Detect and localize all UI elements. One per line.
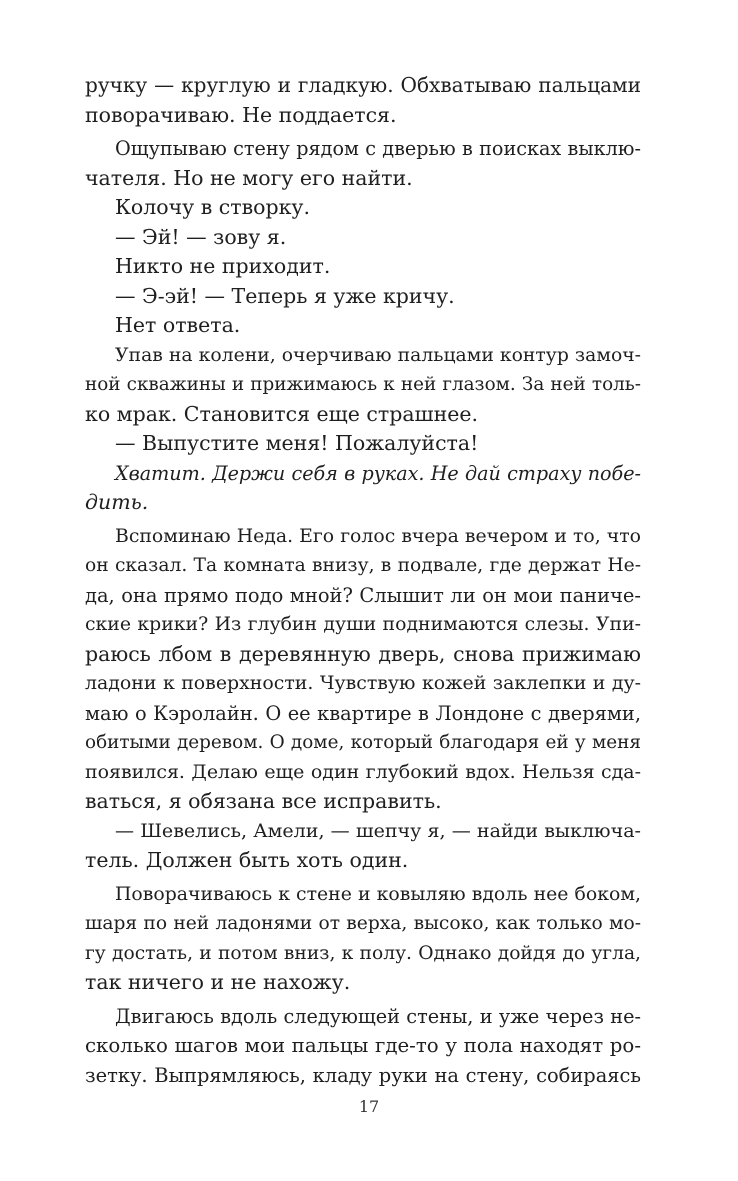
text-line: маю о Кэролайн. О ее квартире в Лондоне с дверями, (85, 701, 641, 725)
text-line: тель. Должен быть хоть один. (85, 848, 409, 872)
text-line: Никто не приходит. (115, 254, 331, 278)
text-line: поворачиваю. Не поддается. (85, 102, 397, 127)
text-line: гу достать, и потом вниз, к полу. Однако дойдя до угла, (85, 942, 641, 964)
text-line: Колочу в створку. (115, 195, 310, 219)
body-text (85, 71, 641, 1090)
text-line: раюсь лбом в деревянную дверь, снова прижимаю (85, 641, 641, 666)
text-line: ваться, я обязана все исправить. (85, 789, 442, 813)
text-line: чателя. Но не могу его найти. (85, 165, 413, 190)
text-line: появился. Делаю еще один глубокий вдох. Нельзя сда- (85, 760, 641, 783)
text-line: ладони к поверхности. Чувствую кожей заклепки и ду- (85, 672, 641, 694)
text-line: зетку. Выпрямляюсь, кладу руки на стену, собираясь (85, 1063, 641, 1087)
text-line: — Шевелись, Амели, — шепчу я, — найди выключа- (115, 819, 641, 842)
text-line: Упав на колени, очерчиваю пальцами контур замоч- (115, 344, 641, 366)
text-line: — Выпустите меня! Пожалуйста! (115, 431, 479, 455)
text-line: сколько шагов мои пальцы где-то у пола находят ро- (85, 1034, 641, 1057)
text-line: обитыми деревом. О доме, который благодаря ей у меня (85, 732, 641, 753)
text-line: Нет ответа. (115, 313, 241, 337)
text-line: шаря по ней ладонями от верха, высоко, как только мо- (85, 913, 641, 934)
text-line: Ощупываю стену рядом с дверью в поисках выклю- (115, 137, 641, 160)
text-line: Поворачиваюсь к стене и ковыляю вдоль нее боком, (115, 883, 641, 905)
text-line: ко мрак. Становится еще страшнее. (85, 401, 479, 426)
text-line: да, она прямо подо мной? Слышит ли он мои паниче- (85, 583, 641, 607)
text-line: так ничего и не нахожу. (85, 970, 351, 994)
text-line: — Эй! — зову я. (115, 224, 287, 249)
text-line: Двигаюсь вдоль следующей стены, и уже через не- (115, 1004, 641, 1028)
text-line: ной скважины и прижимаюсь к ней глазом. За ней толь- (85, 374, 641, 395)
page-number: 17 (358, 1097, 380, 1116)
text-line: ручку — круглую и гладкую. Обхватываю пальцами (85, 73, 641, 97)
text-line: — Э-эй! — Теперь я уже кричу. (115, 283, 455, 308)
text-line: он сказал. Та комната внизу, в подвале, где держат Не- (85, 555, 641, 576)
text-line: ские крики? Из глубин души поднимаются слезы. Упи- (85, 614, 641, 635)
text-line: Хватит. Держи себя в руках. Не дай страху побе- (115, 461, 641, 485)
text-line: Вспоминаю Неда. Его голос вчера вечером и то, что (115, 525, 641, 547)
text-line: дить. (85, 490, 149, 514)
